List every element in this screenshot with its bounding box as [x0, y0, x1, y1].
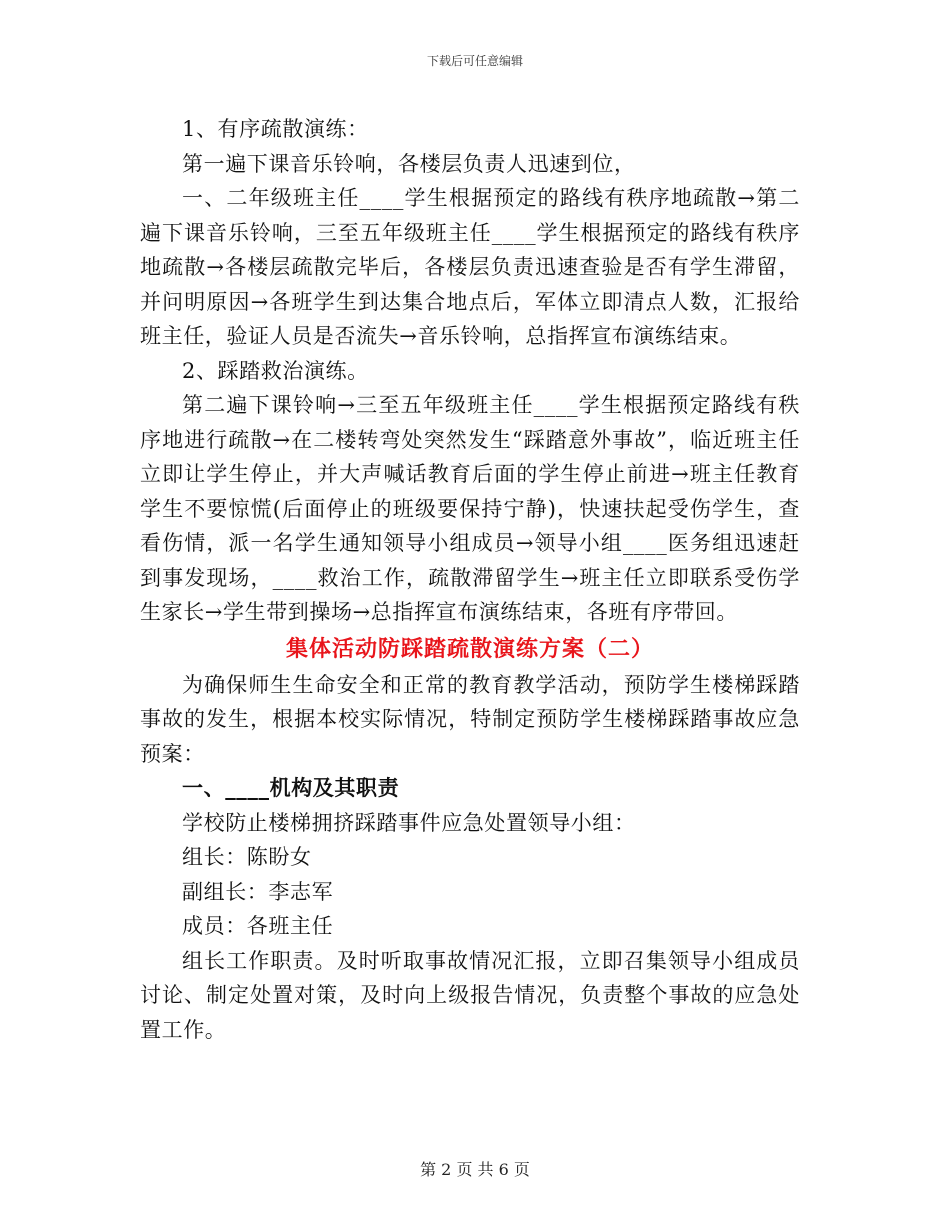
- document-body: [140, 112, 800, 1047]
- paragraph: 一、二年级班主任____学生根据预定的路线有秩序地疏散→第二遍下课音乐铃响，三至五年级班主任____学生根据预定的路线有秩序地疏散→各楼层疏散完毕后，各楼层负责迅速查验是否有学生滞留，并问明原因→各班学生到达集合地点后，军体立即清点人数，汇报给班主任，验证人员是否流失→音乐铃响，总指挥宣布演练结束。: [140, 186, 800, 348]
- paragraph: 为确保师生生命安全和正常的教育教学活动，预防学生楼梯踩踏事故的发生，根据本校实际情况，特制定预防学生楼梯踩踏事故应急预案：: [140, 672, 800, 766]
- deputy-team-leader: 副组长：李志军: [182, 879, 334, 904]
- section-heading-stampede-rescue: 2、踩踏救治演练。: [182, 358, 369, 383]
- team-members: 成员：各班主任: [182, 914, 334, 938]
- paragraph: 组长工作职责。及时听取事故情况汇报，立即召集领导小组成员讨论、制定处置对策，及时向上级报告情况，负责整个事故的应急处置工作。: [140, 948, 800, 1042]
- paragraph: 第二遍下课铃响→三至五年级班主任____学生根据预定路线有秩序地进行疏散→在二楼转弯处突然发生“踩踏意外事故”，临近班主任立即让学生停止，并大声喊话教育后面的学生停止前进→班主任教育学生不要惊慌(后面停止的班级要保持宁静)，快速扶起受伤学生，查看伤情，派一名学生通知领导小组成员→领导小组____医务组迅速赶到事发现场，____救治工作，疏散滞留学生→班主任立即联系受伤学生家长→学生带到操场→总指挥宣布演练结束，各班有序带回。: [140, 393, 800, 624]
- paragraph: 第一遍下课音乐铃响，各楼层负责人迅速到位，: [182, 151, 636, 176]
- section-heading-organization: 一、____机构及其职责: [182, 775, 400, 800]
- page-number: 第 2 页 共 6 页: [420, 1160, 530, 1179]
- team-leader: 组长：陈盼女: [182, 845, 312, 869]
- document-title: 集体活动防踩踏疏散演练方案（二）: [285, 635, 654, 662]
- section-heading-orderly-evacuation: 1、有序疏散演练：: [182, 117, 369, 141]
- paragraph: 学校防止楼梯拥挤踩踏事件应急处置领导小组：: [182, 810, 636, 835]
- page-header: 下载后可任意编辑: [426, 54, 523, 68]
